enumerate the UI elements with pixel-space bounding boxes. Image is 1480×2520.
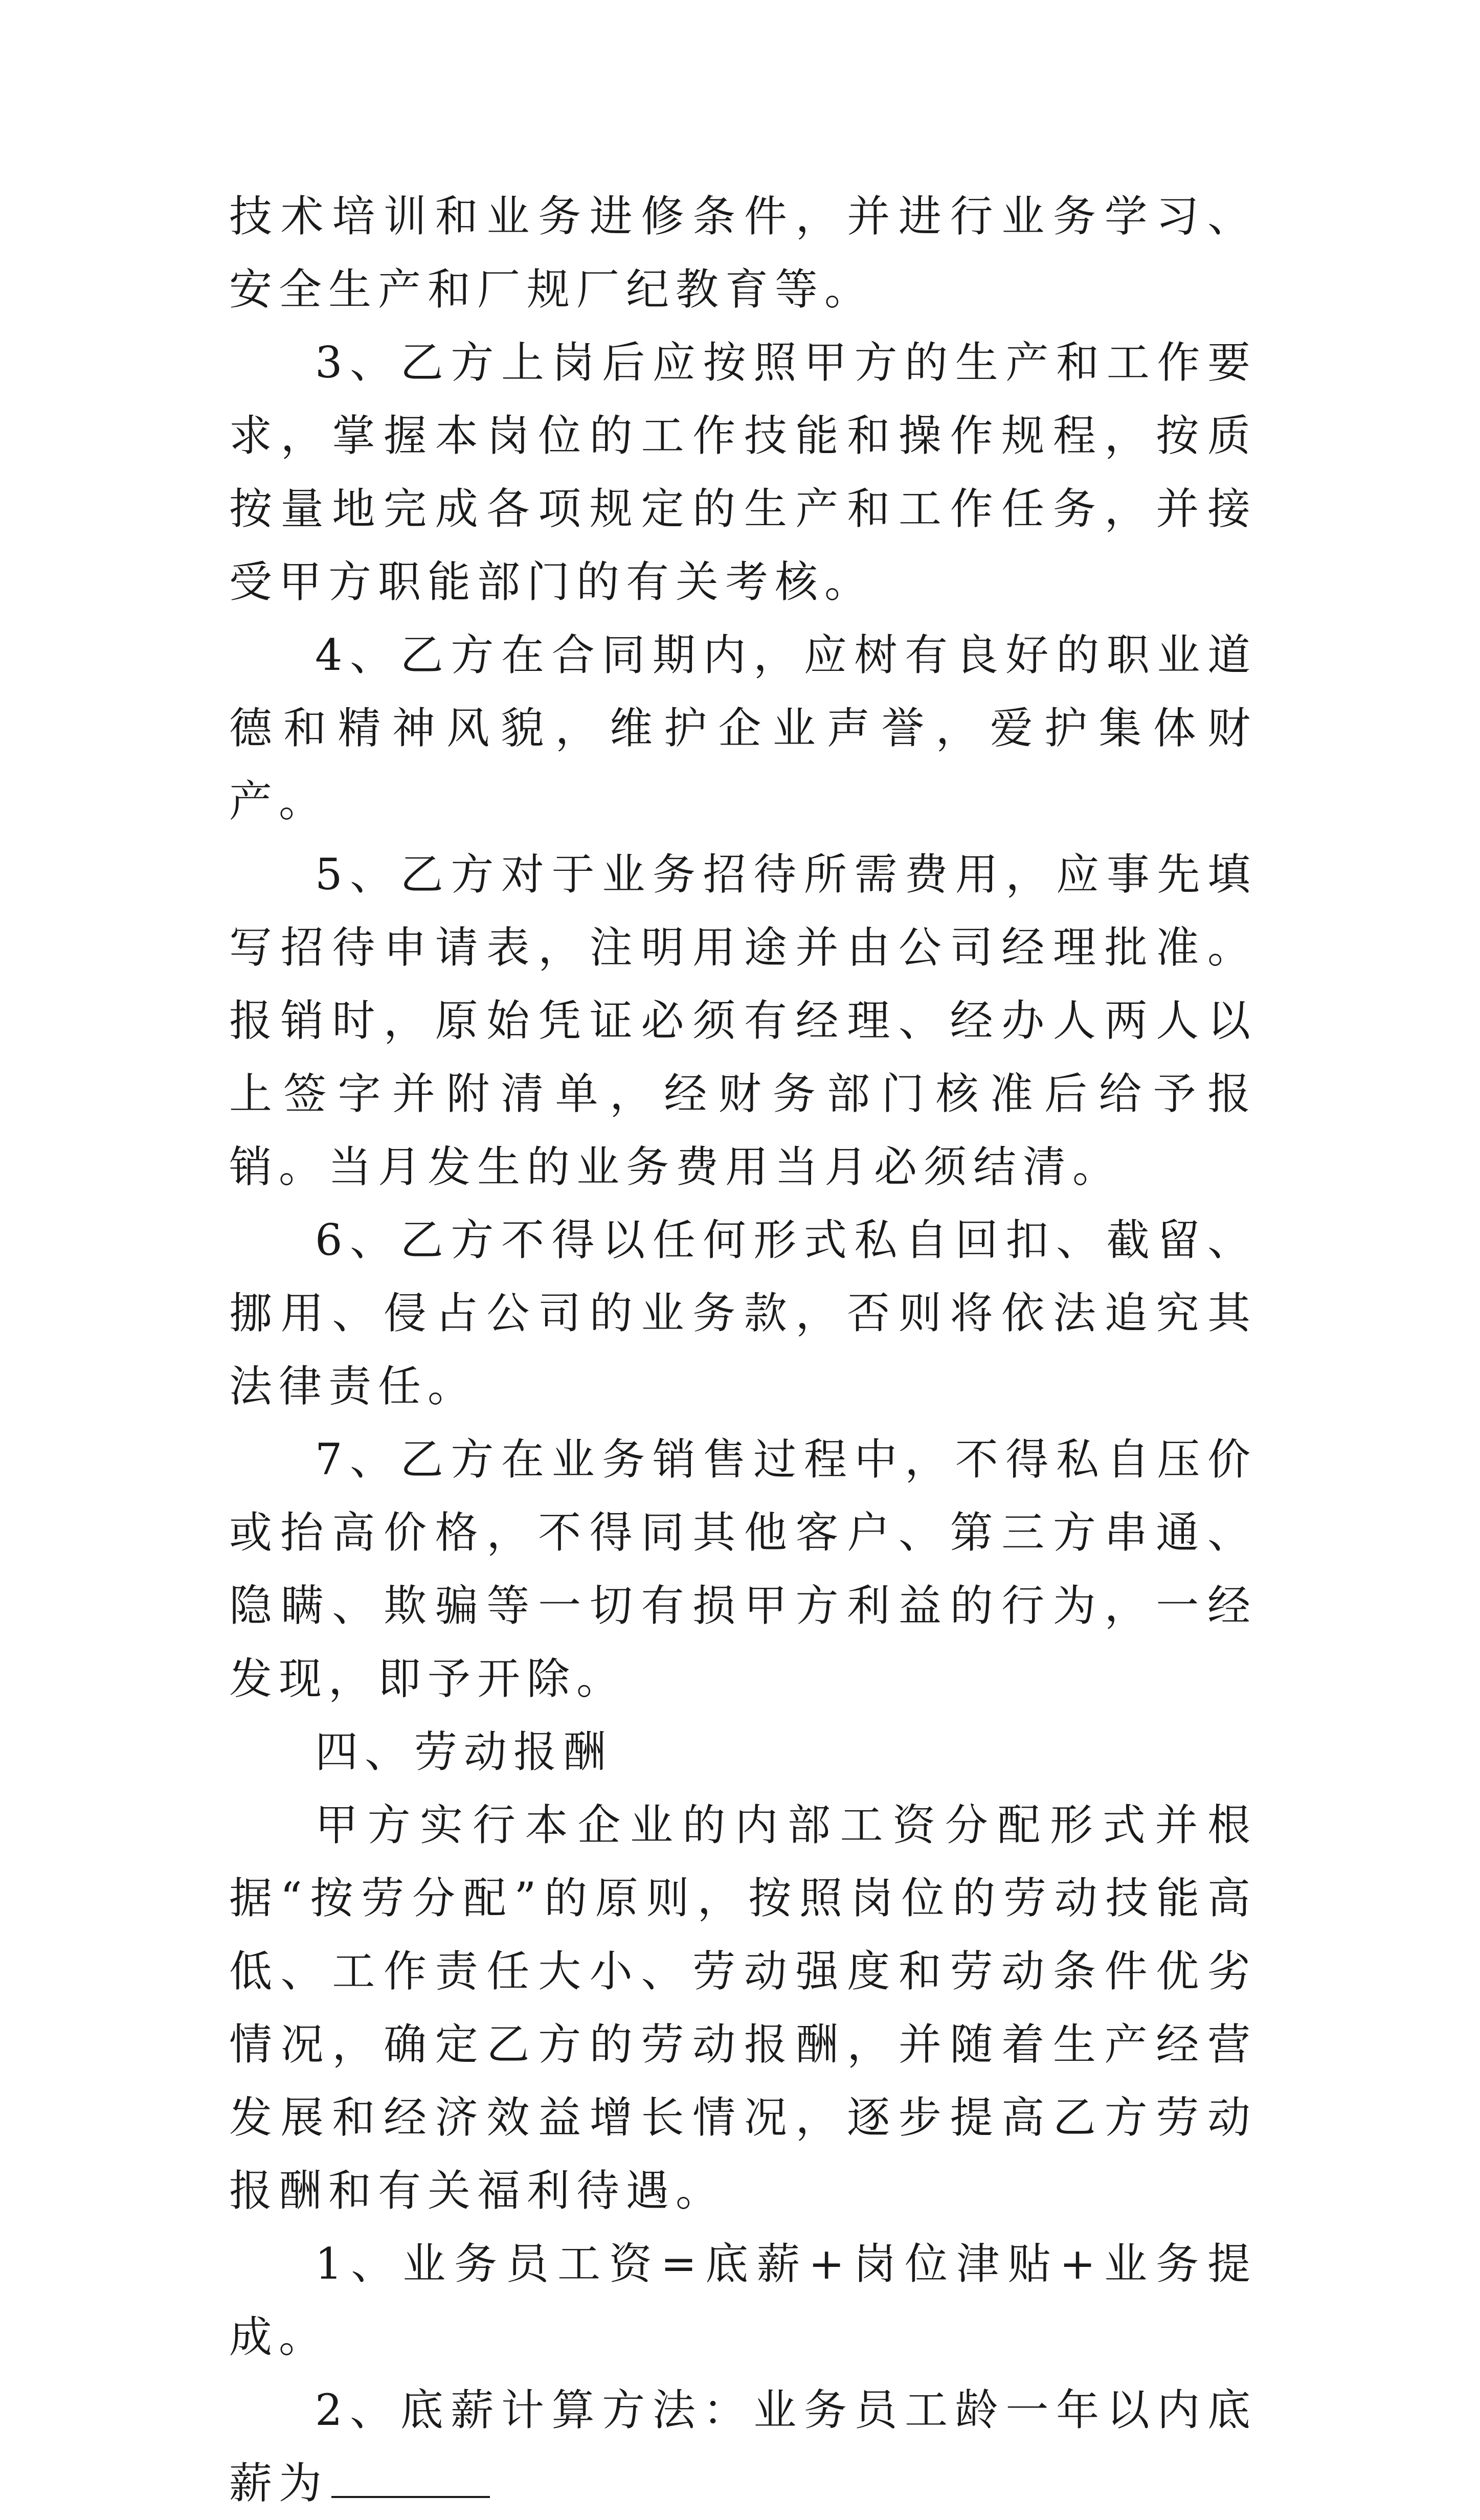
- paragraph-remuneration-principle: 甲方实行本企业的内部工资分配形式并根据“按劳分配”的原则，按照岗位的劳动技能高低、工作责任大小、劳动强度和劳动条件优劣情况，确定乙方的劳动报酬，并随着生产经营发展和经济效益增长情况，逐步提高乙方劳动报酬和有关福利待遇。: [229, 1800, 1257, 2216]
- paragraph-training-continued: 技术培训和业务进修条件，并进行业务学习、安全生产和厂规厂纪教育等。: [229, 191, 1257, 314]
- paragraph-clause-3: 3、乙方上岗后应按照甲方的生产和工作要求，掌握本岗位的工作技能和操作规程，按质按量地完成各项规定的生产和工作任务，并接受甲方职能部门的有关考核。: [229, 338, 1257, 607]
- paragraph-clause-7: 7、乙方在业务销售过程中，不得私自压价或抬高价格，不得同其他客户、第三方串通、隐瞒、欺骗等一切有损甲方利益的行为，一经发现，即予开除。: [229, 1434, 1257, 1704]
- contract-text-body: [229, 180, 1257, 2520]
- paragraph-clause-6: 6、乙方不得以任何形式私自回扣、截留、挪用、侵占公司的业务款，否则将依法追究其法律责任。: [229, 1215, 1257, 1411]
- base-salary-text: 2、底薪计算方法：业务员工龄一年以内底薪为: [229, 2385, 1257, 2508]
- paragraph-base-salary-method: [229, 2374, 1257, 2520]
- section-heading-labor-remuneration: 四、劳动报酬: [315, 1727, 613, 1777]
- fill-in-blank-line[interactable]: [331, 2495, 490, 2498]
- paragraph-clause-5: 5、乙方对于业务招待所需费用，应事先填写招待申请表，注明用途并由公司经理批准。报销时，原始凭证必须有经理、经办人两人以上签字并附清单，经财务部门核准后给予报销。当月发生的业务费用当月必须结清。: [229, 849, 1257, 1192]
- paragraph-salary-formula: 1、业务员工资=底薪+岗位津贴+业务提成。: [229, 2239, 1257, 2362]
- paragraph-clause-4: 4、乙方在合同期内，应树有良好的职业道德和精神风貌，维护企业声誉，爱护集体财产。: [229, 630, 1257, 826]
